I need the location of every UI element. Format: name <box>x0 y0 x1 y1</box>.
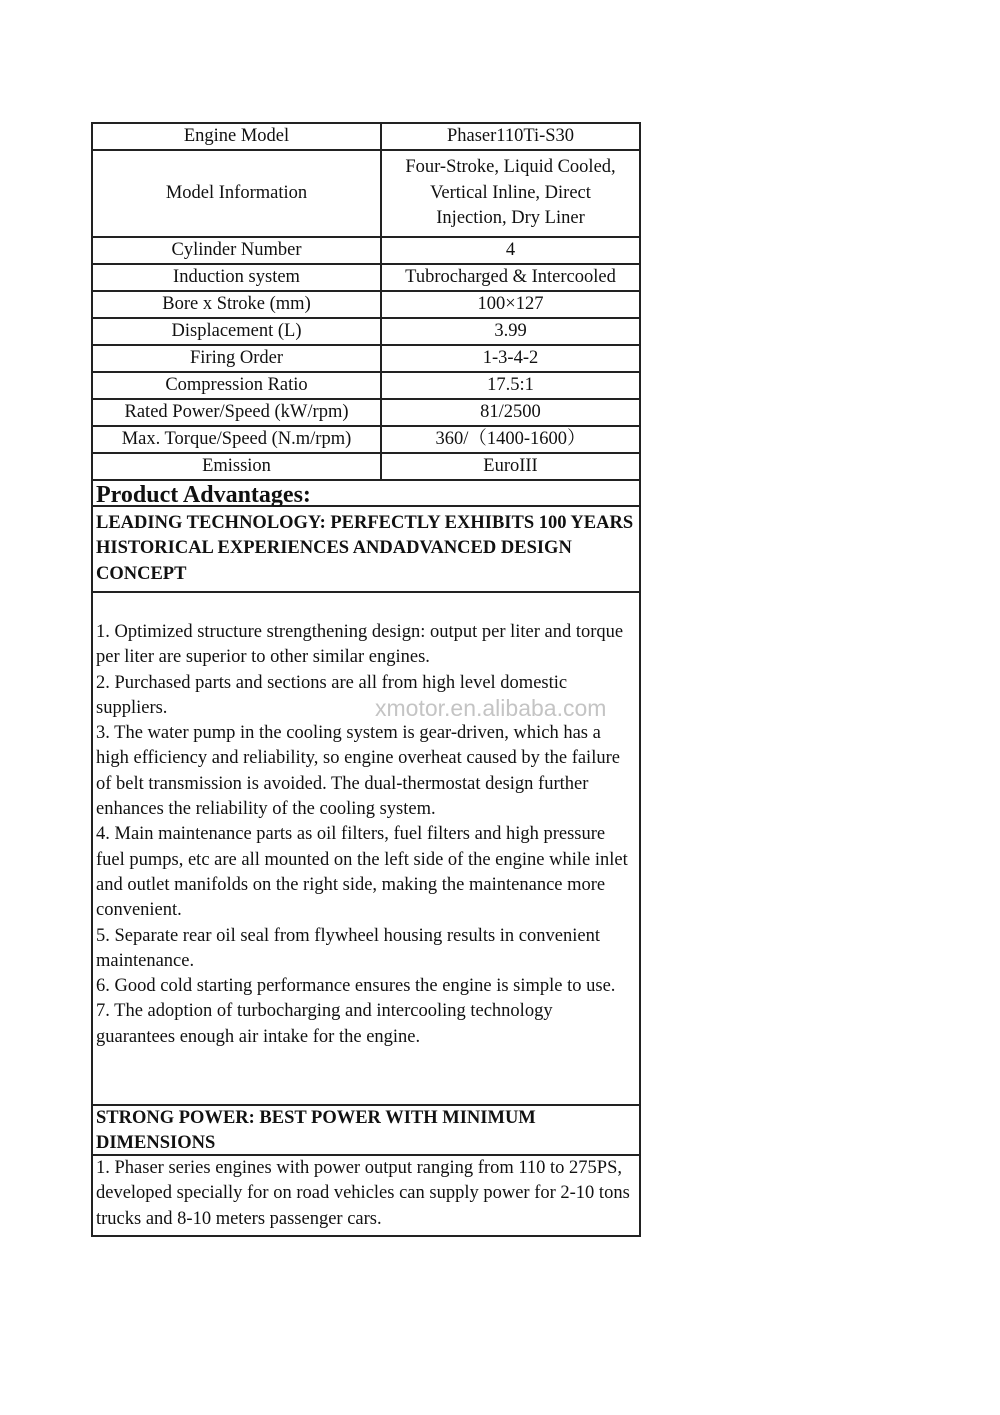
spec-label: Rated Power/Speed (kW/rpm) <box>93 400 382 425</box>
spec-row-engine-model <box>93 124 639 151</box>
spec-row-displacement <box>93 319 639 346</box>
section-body-strong-power <box>93 1156 639 1235</box>
advantage-item: 7. The adoption of turbocharging and intercooling technology guarantees enough air intake for the engine. <box>96 1001 553 1047</box>
advantage-item: 4. Main maintenance parts as oil filters, fuel filters and high pressure fuel pumps, etc are all mounted on the left side of the engine while inlet and outlet manifolds on the right side, making the maintenance more convenient. <box>96 824 628 921</box>
spec-row-bore-stroke <box>93 292 639 319</box>
advantages-title: Product Advantages: <box>93 481 639 507</box>
spec-row-model-information <box>93 151 639 238</box>
spec-label: Engine Model <box>93 124 382 149</box>
spec-label: Model Information <box>93 151 382 236</box>
spec-value: 1-3-4-2 <box>482 347 539 368</box>
section-heading-strong-power: STRONG POWER: BEST POWER WITH MINIMUM DIMENSIONS <box>93 1106 639 1156</box>
spec-label: Displacement (L) <box>93 319 382 344</box>
spec-label: Firing Order <box>93 346 382 371</box>
spec-row-firing-order <box>93 346 639 373</box>
spec-table <box>91 122 641 1237</box>
spec-label: Compression Ratio <box>93 373 382 398</box>
spec-value: 100×127 <box>477 293 544 314</box>
advantage-item: 3. The water pump in the cooling system is gear-driven, which has a high efficiency and reliability, so engine overheat caused by the failure of belt transmission is avoided. The dual-thermostat design further enhances the reliability of the cooling system. <box>96 723 620 820</box>
advantage-item: 5. Separate rear oil seal from flywheel housing results in convenient maintenance. <box>96 925 600 971</box>
spec-label: Emission <box>93 454 382 479</box>
spec-row-rated-power <box>93 400 639 427</box>
spec-label: Induction system <box>93 265 382 290</box>
spec-value: Tubrocharged & Intercooled <box>405 266 616 287</box>
spec-label: Cylinder Number <box>93 238 382 263</box>
advantage-item: 2. Purchased parts and sections are all from high level domestic suppliers. <box>96 672 568 718</box>
spec-value: Phaser110Ti-S30 <box>446 125 575 146</box>
spec-label: Max. Torque/Speed (N.m/rpm) <box>93 427 382 452</box>
section-body-leading-technology <box>93 593 639 1106</box>
spec-label: Bore x Stroke (mm) <box>93 292 382 317</box>
section-heading-leading-technology: LEADING TECHNOLOGY: PERFECTLY EXHIBITS 100 YEARS HISTORICAL EXPERIENCES ANDADVANCED DESIGN CONCEPT <box>93 507 639 593</box>
spec-value: EuroIII <box>483 455 538 476</box>
spec-row-emission <box>93 454 639 481</box>
watermark: xmotor.en.alibaba.com <box>375 695 607 721</box>
spec-value: 81/2500 <box>480 401 541 422</box>
spec-row-cylinder-number <box>93 238 639 265</box>
spec-value: 3.99 <box>494 320 527 341</box>
spec-value: 360/（1400-1600） <box>435 428 586 449</box>
advantage-item: 1. Phaser series engines with power output ranging from 110 to 275PS, developed specially for on road vehicles can supply power for 2-10 tons trucks and 8-10 meters passenger cars. <box>96 1158 630 1229</box>
spec-row-compression-ratio <box>93 373 639 400</box>
advantage-item: 1. Optimized structure strengthening design: output per liter and torque per liter are superior to other similar engines. <box>96 622 624 668</box>
spec-row-max-torque <box>93 427 639 454</box>
spec-value: 17.5:1 <box>487 374 534 395</box>
spec-value: 4 <box>505 239 516 260</box>
spec-row-induction-system <box>93 265 639 292</box>
advantage-item: 6. Good cold starting performance ensures the engine is simple to use. <box>96 976 616 997</box>
spec-value: Four-Stroke, Liquid Cooled, Vertical Inline, Direct Injection, Dry Liner <box>405 157 616 229</box>
